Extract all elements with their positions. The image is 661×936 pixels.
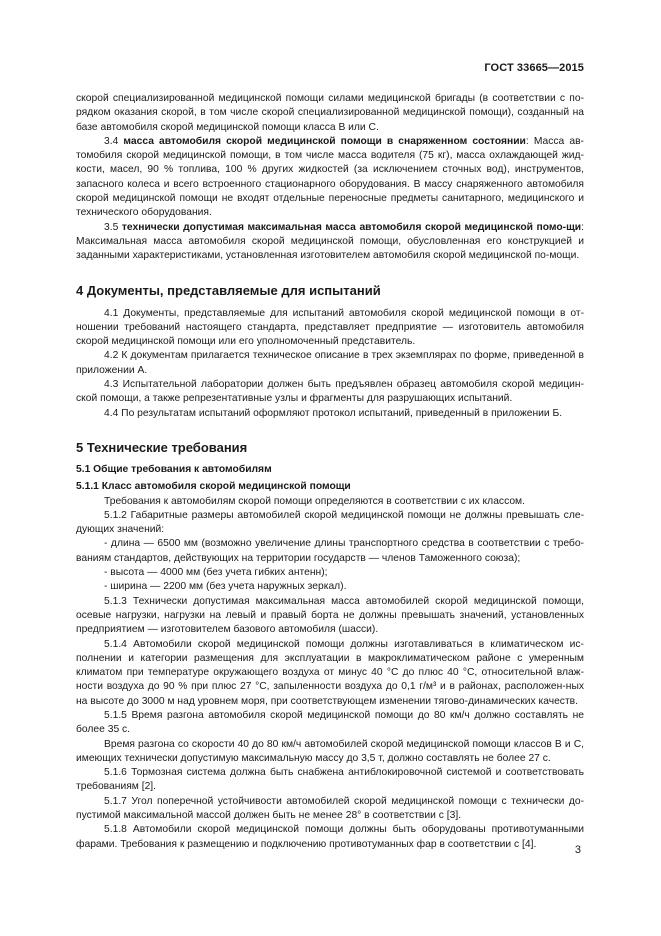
- section-heading: [76, 440, 584, 456]
- text-run: 5.1.2 Габаритные размеры автомобилей скорой медицинской помощи не должны превышать сле-дующих значений:: [76, 509, 584, 536]
- subsection-heading: [76, 463, 584, 477]
- paragraph: [76, 407, 584, 421]
- paragraph: [76, 595, 584, 638]
- paragraph: [76, 307, 584, 350]
- paragraph: [76, 766, 584, 795]
- paragraph: [76, 92, 584, 135]
- text-run: 5.1.7 Угол поперечной устойчивости автомобилей скорой медицинской помощи с технически до-пустимой максимальной массой должен быть не менее 28° в соответствии с [3].: [76, 795, 584, 822]
- paragraph: [76, 378, 584, 407]
- text-run: 5.1.4 Автомобили скорой медицинской помощи должны изготавливаться в климатическом ис-полнении и категории размещения для эксплуатации в макроклиматическом районе с умеренным климатом при температуре окружающего воздуха от минус 40 °С до плюс 40 °С, относительной влаж-ности воздуха до 90 % при плюс 27 °С, запыленности воздуха до 0,1 г/м³ и в районах, расположен-ных на высоте до 3000 м над уровнем моря, при соответствующем изменении тягово-динамических качеств.: [76, 638, 584, 707]
- list-item: [76, 566, 584, 580]
- text-run: скорой специализированной медицинской помощи силами медицинской бригады (в соответствии с по-рядком оказания скорой, в том числе скорой специализированной медицинской помощи), созданный на базе автомобиля скорой медицинской помощи класса В или С.: [76, 93, 584, 133]
- document-body: [76, 92, 584, 852]
- text-run: : Максимальная масса автомобиля скорой медицинской помощи, обусловленная его конструкцией и заданными характеристиками, установленная изготовителем автомобиля скорой медицинской по-мощи.: [76, 221, 584, 262]
- bold-term: масса автомобиля скорой медицинской помощи в снаряженном состоянии: [123, 135, 526, 147]
- paragraph: [76, 738, 584, 767]
- section-heading: [76, 283, 584, 299]
- bold-term: 5.1.1 Класс автомобиля скорой медицинской помощи: [76, 481, 351, 493]
- text-run: 5.1.3 Технически допустимая максимальная масса автомобилей скорой медицинской помощи, осевые нагрузки, нагрузки на левый и правый борта не должны превышать значений, установленных предприятием — изготовителем базового автомобиля (шасси).: [76, 595, 584, 636]
- text-run: 4.3 Испытательной лаборатории должен быть предъявлен образец автомобиля скорой медицин-ской помощи, а также репрезентативные узлы и фрагменты для разрушающих испытаний.: [76, 379, 584, 405]
- text-run: 4.1 Документы, представляемые для испытаний автомобиля скорой медицинской помощи в от-ношении требований настоящего стандарта, представляет предприятие — изготовитель автомобиля скорой медицинской помощи или его уполномоченный представитель.: [76, 307, 584, 348]
- text-run: : Масса ав-томобиля скорой медицинской помощи, в том числе масса водителя (75 кг), масса охлаждающей жид-кости, масел, 90 % топлива, 100 % других жидкостей (за исключением сточных вод), инструментов, запасного колеса и всего встроенного стационарного оборудования. В массу снаряженного автомобиля скорой медицинской помощи не входят отдельные переносные предметы санитарного, медицинского и технического оборудования.: [76, 135, 584, 219]
- text-run: Время разгона со скорости 40 до 80 км/ч автомобилей скорой медицинской помощи классов В и С, имеющих технически допустимую максимальную массу до 3,5 т, должно составлять не более 27 с.: [76, 738, 584, 764]
- bold-term: 5.1 Общие требования к автомобилям: [76, 463, 272, 475]
- standard-code-header: ГОСТ 33665—2015: [484, 62, 584, 74]
- text-run: - ширина — 2200 мм (без учета наружных зеркал).: [104, 581, 347, 593]
- text-run: - длина — 6500 мм (возможно увеличение длины транспортного средства в соответствии с требо-ваниям стандартов, действующих на территории государств — членов Таможенного союза);: [76, 538, 584, 564]
- paragraph: [76, 135, 584, 221]
- subsection-heading: [76, 480, 584, 494]
- paragraph: [76, 709, 584, 738]
- paragraph: [76, 495, 584, 509]
- text-run: 5.1.5 Время разгона автомобиля скорой медицинской помощи до 80 км/ч должно составлять не более 35 с.: [76, 709, 584, 736]
- page-number: 3: [574, 844, 581, 856]
- paragraph: [76, 509, 584, 538]
- paragraph: [76, 795, 584, 824]
- text-run: 4.2 К документам прилагается техническое описание в трех экземплярах по форме, приведенной в приложении А.: [76, 350, 584, 376]
- bold-term: 4 Документы, представляемые для испытаний: [76, 282, 381, 298]
- paragraph: [76, 823, 584, 852]
- paragraph: [76, 349, 584, 378]
- text-run: 3.5: [104, 221, 122, 233]
- list-item: [76, 580, 584, 594]
- bold-term: технически допустимая максимальная масса автомобиля скорой медицинской помо-щи: [121, 221, 582, 233]
- text-run: 3.4: [104, 135, 124, 147]
- text-run: 5.1.8 Автомобили скорой медицинской помощи должны быть оборудованы противотуманными фарами. Требования к размещению и подключению противотуманных фар в соответствии с [4].: [76, 824, 584, 850]
- text-run: Требования к автомобилям скорой помощи определяются в соответствии с их классом.: [104, 495, 525, 507]
- paragraph: [76, 221, 584, 264]
- bold-term: 5 Технические требования: [76, 439, 248, 455]
- paragraph: [76, 638, 584, 709]
- text-run: - высота — 4000 мм (без учета гибких антенн);: [104, 567, 328, 579]
- text-run: 4.4 По результатам испытаний оформляют протокол испытаний, приведенный в приложении Б.: [104, 407, 563, 419]
- text-run: 5.1.6 Тормозная система должна быть снабжена антиблокировочной системой и соответствовать требованиям [2].: [76, 767, 584, 793]
- list-item: [76, 537, 584, 566]
